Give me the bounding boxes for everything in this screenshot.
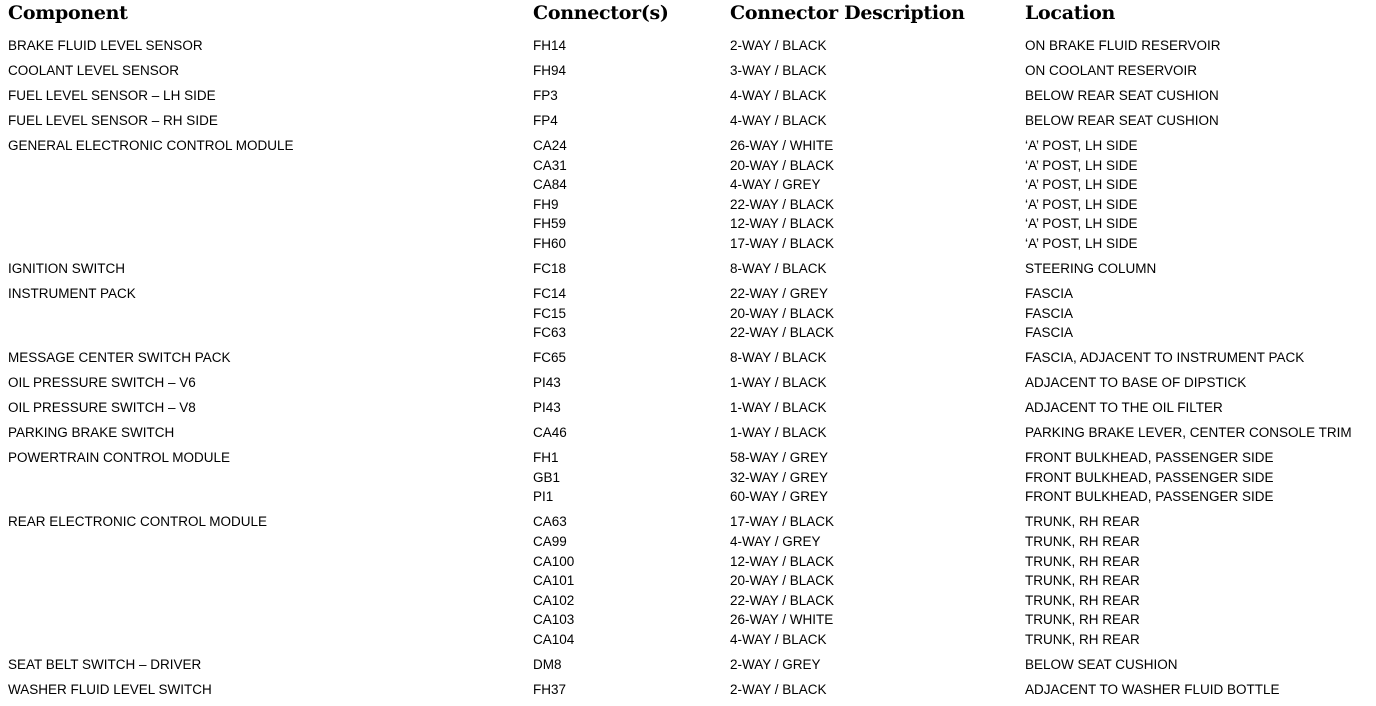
connector-description-cell — [730, 373, 827, 393]
connector-description: 22-WAY / GREY — [730, 286, 829, 301]
connector-description: 2-WAY / BLACK — [730, 38, 827, 53]
connector-description-cell — [730, 284, 834, 343]
connector-location: FASCIA — [1025, 305, 1074, 321]
connector-location: FRONT BULKHEAD, PASSENGER SIDE — [1025, 450, 1274, 466]
connector-description: 32-WAY / GREY — [730, 469, 829, 485]
header-connectors: Connector(s) — [533, 2, 669, 24]
connector-description-cell — [730, 655, 821, 675]
header-component: Component — [8, 2, 128, 24]
connector-description: 20-WAY / BLACK — [730, 305, 835, 321]
connector-description: 1-WAY / BLACK — [730, 425, 827, 441]
connector-location: TRUNK, RH REAR — [1025, 612, 1140, 628]
connector-description: 1-WAY / BLACK — [730, 400, 827, 416]
connector-id: FC15 — [533, 305, 567, 321]
component-name: BRAKE FLUID LEVEL SENSOR — [8, 38, 203, 53]
connector-description: 4-WAY / BLACK — [730, 113, 827, 128]
connector-id: FC18 — [533, 261, 567, 276]
connector-description: 20-WAY / BLACK — [730, 573, 835, 589]
connector-id-cell — [533, 61, 566, 81]
connector-location: ‘A’ POST, LH SIDE — [1025, 177, 1138, 193]
connector-id: FC65 — [533, 350, 567, 366]
connector-id-cell — [533, 111, 558, 131]
connector-location-cell — [1025, 61, 1197, 81]
connector-location: ‘A’ POST, LH SIDE — [1025, 157, 1138, 173]
connector-id: DM8 — [533, 657, 562, 672]
connector-location-cell — [1025, 680, 1280, 700]
connector-description: 20-WAY / BLACK — [730, 157, 835, 173]
connector-id: FH60 — [533, 235, 567, 251]
component-name: REAR ELECTRONIC CONTROL MODULE — [8, 514, 268, 530]
connector-location: ADJACENT TO BASE OF DIPSTICK — [1025, 375, 1247, 391]
connector-id-cell — [533, 655, 562, 675]
connector-location: FRONT BULKHEAD, PASSENGER SIDE — [1025, 489, 1274, 505]
connector-description-cell — [730, 136, 834, 254]
connector-description: 2-WAY / GREY — [730, 657, 821, 672]
connector-location: ADJACENT TO WASHER FLUID BOTTLE — [1025, 682, 1280, 697]
connector-description: 58-WAY / GREY — [730, 450, 829, 466]
connector-id-cell — [533, 680, 566, 700]
component-name: POWERTRAIN CONTROL MODULE — [8, 450, 231, 466]
connector-description: 4-WAY / GREY — [730, 533, 821, 549]
connector-description-cell — [730, 111, 827, 131]
connector-location: TRUNK, RH REAR — [1025, 514, 1140, 530]
connector-id: FH59 — [533, 216, 567, 232]
connector-location: FASCIA, ADJACENT TO INSTRUMENT PACK — [1025, 350, 1305, 366]
connector-location: TRUNK, RH REAR — [1025, 553, 1140, 569]
connector-location: FASCIA — [1025, 286, 1074, 301]
connector-id: CA63 — [533, 514, 567, 530]
component-name: GENERAL ELECTRONIC CONTROL MODULE — [8, 138, 294, 153]
connector-location-cell — [1025, 398, 1223, 418]
header-connector-description: Connector Description — [730, 2, 965, 24]
connector-location-cell — [1025, 86, 1219, 106]
connector-description-cell — [730, 36, 827, 56]
connector-description-cell — [730, 398, 827, 418]
connector-location-cell — [1025, 111, 1219, 131]
component-name: MESSAGE CENTER SWITCH PACK — [8, 350, 231, 366]
connector-id-cell — [533, 36, 566, 56]
connector-id-cell — [533, 86, 558, 106]
connector-description: 4-WAY / GREY — [730, 177, 821, 193]
connector-id: FP4 — [533, 113, 558, 128]
connector-location: ‘A’ POST, LH SIDE — [1025, 138, 1138, 153]
connector-location-cell — [1025, 655, 1178, 675]
connector-description-cell — [730, 680, 827, 700]
connector-id: FH1 — [533, 450, 559, 466]
connector-description-cell — [730, 61, 827, 81]
connector-location: ON COOLANT RESERVOIR — [1025, 63, 1198, 78]
connector-description: 4-WAY / BLACK — [730, 88, 827, 103]
connector-description-cell — [730, 348, 827, 368]
component-name: PARKING BRAKE SWITCH — [8, 425, 175, 441]
connector-id: PI1 — [533, 489, 554, 505]
connector-id: CA100 — [533, 553, 575, 569]
connector-id-cell — [533, 373, 561, 393]
connector-id: CA24 — [533, 138, 567, 153]
connector-location: TRUNK, RH REAR — [1025, 592, 1140, 608]
connector-id: FC14 — [533, 286, 567, 301]
connector-location-cell — [1025, 423, 1352, 443]
connector-location-cell — [1025, 36, 1221, 56]
connector-location: TRUNK, RH REAR — [1025, 573, 1140, 589]
connector-location: FRONT BULKHEAD, PASSENGER SIDE — [1025, 469, 1274, 485]
connector-description: 17-WAY / BLACK — [730, 235, 835, 251]
connector-id: CA84 — [533, 177, 567, 193]
connector-location-cell — [1025, 259, 1156, 279]
connector-location: FASCIA — [1025, 325, 1074, 341]
component-name: INSTRUMENT PACK — [8, 286, 136, 301]
connector-location-cell — [1025, 136, 1138, 254]
component-name: SEAT BELT SWITCH – DRIVER — [8, 657, 202, 672]
connector-id-cell — [533, 423, 567, 443]
connector-id: GB1 — [533, 469, 561, 485]
connector-location: STEERING COLUMN — [1025, 261, 1157, 276]
connector-description: 26-WAY / WHITE — [730, 138, 834, 153]
connector-location: BELOW REAR SEAT CUSHION — [1025, 113, 1219, 128]
header-location: Location — [1025, 2, 1115, 24]
connector-id-cell — [533, 512, 574, 649]
component-name: OIL PRESSURE SWITCH – V6 — [8, 375, 196, 391]
connector-id: FH14 — [533, 38, 567, 53]
connector-description-cell — [730, 423, 827, 443]
connector-id: PI43 — [533, 375, 561, 391]
component-name: WASHER FLUID LEVEL SWITCH — [8, 682, 212, 697]
connector-id: CA104 — [533, 631, 575, 647]
connector-id: CA102 — [533, 592, 575, 608]
connector-id-cell — [533, 348, 566, 368]
connector-description-cell — [730, 86, 827, 106]
connector-location: ADJACENT TO THE OIL FILTER — [1025, 400, 1223, 416]
connector-description: 8-WAY / BLACK — [730, 350, 827, 366]
connector-id-cell — [533, 448, 560, 507]
connector-location-cell — [1025, 348, 1304, 368]
connector-id-cell — [533, 284, 566, 343]
connector-location: TRUNK, RH REAR — [1025, 533, 1140, 549]
connector-location: ON BRAKE FLUID RESERVOIR — [1025, 38, 1221, 53]
component-name: COOLANT LEVEL SENSOR — [8, 63, 180, 78]
connector-id-cell — [533, 136, 567, 254]
connector-description: 12-WAY / BLACK — [730, 553, 835, 569]
connector-description: 26-WAY / WHITE — [730, 612, 834, 628]
connector-id: CA46 — [533, 425, 567, 441]
connector-description: 8-WAY / BLACK — [730, 261, 827, 276]
connector-id: FH9 — [533, 196, 559, 212]
connector-description: 22-WAY / BLACK — [730, 592, 835, 608]
connector-description-cell — [730, 448, 828, 507]
connector-id: FH37 — [533, 682, 567, 697]
connector-description: 4-WAY / BLACK — [730, 631, 827, 647]
connector-location: BELOW SEAT CUSHION — [1025, 657, 1178, 672]
connector-location: TRUNK, RH REAR — [1025, 631, 1140, 647]
connector-id: CA103 — [533, 612, 575, 628]
component-name: FUEL LEVEL SENSOR – RH SIDE — [8, 113, 218, 128]
connector-location: PARKING BRAKE LEVER, CENTER CONSOLE TRIM — [1025, 425, 1352, 441]
connector-location-cell — [1025, 512, 1140, 649]
connector-location: ‘A’ POST, LH SIDE — [1025, 235, 1138, 251]
connector-id: FH94 — [533, 63, 567, 78]
connector-id: FC63 — [533, 325, 567, 341]
component-name: OIL PRESSURE SWITCH – V8 — [8, 400, 196, 416]
connector-id-cell — [533, 259, 566, 279]
connector-id: CA101 — [533, 573, 575, 589]
connector-id: FP3 — [533, 88, 558, 103]
component-name: IGNITION SWITCH — [8, 261, 125, 276]
connector-description: 2-WAY / BLACK — [730, 682, 827, 697]
connector-location-cell — [1025, 448, 1274, 507]
connector-description: 22-WAY / BLACK — [730, 325, 835, 341]
connector-location: BELOW REAR SEAT CUSHION — [1025, 88, 1219, 103]
connector-description-cell — [730, 512, 834, 649]
connector-description: 1-WAY / BLACK — [730, 375, 827, 391]
connector-id: CA31 — [533, 157, 567, 173]
component-name: FUEL LEVEL SENSOR – LH SIDE — [8, 88, 216, 103]
connector-location-cell — [1025, 373, 1246, 393]
connector-description: 60-WAY / GREY — [730, 489, 829, 505]
connector-location: ‘A’ POST, LH SIDE — [1025, 196, 1138, 212]
connector-id: CA99 — [533, 533, 567, 549]
connector-id-cell — [533, 398, 561, 418]
connector-description: 12-WAY / BLACK — [730, 216, 835, 232]
connector-description-cell — [730, 259, 827, 279]
connector-description: 17-WAY / BLACK — [730, 514, 835, 530]
connector-location: ‘A’ POST, LH SIDE — [1025, 216, 1138, 232]
connector-description: 22-WAY / BLACK — [730, 196, 835, 212]
connector-description: 3-WAY / BLACK — [730, 63, 827, 78]
connector-id: PI43 — [533, 400, 561, 416]
connector-location-cell — [1025, 284, 1073, 343]
